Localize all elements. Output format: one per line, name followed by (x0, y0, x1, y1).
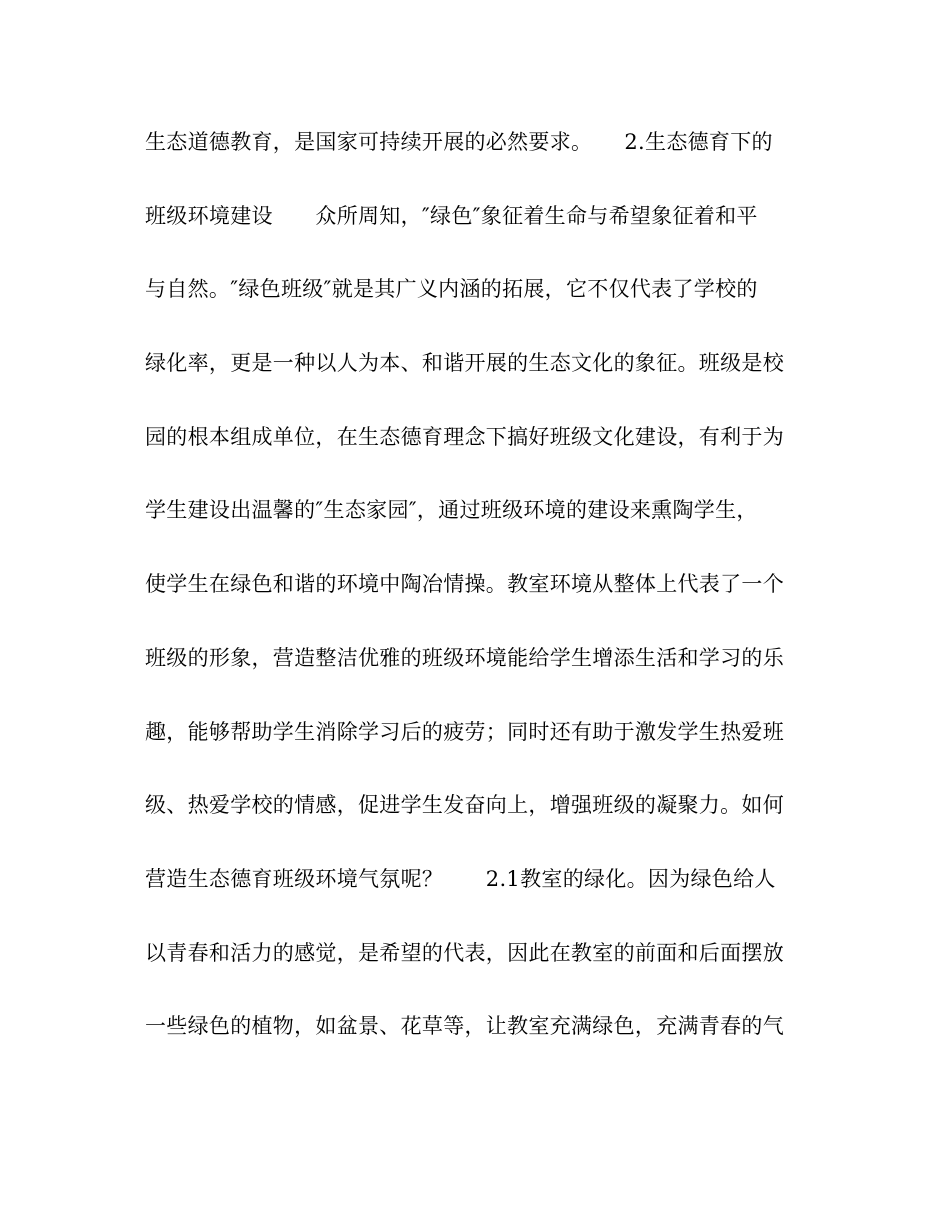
text-line-12: 以青春和活力的感觉，是希望的代表，因此在教室的前面和后面摆放 (145, 940, 784, 965)
text-line-8: 班级的形象，营造整洁优雅的班级环境能给学生增添生活和学习的乐 (145, 645, 784, 670)
text-line-5: 园的根本组成单位，在生态德育理念下搞好班级文化建设，有利于为 (145, 424, 784, 449)
text-line-6: 学生建设出温馨的″生态家园″，通过班级环境的建设来熏陶学生， (145, 498, 758, 523)
text-line-2: 班级环境建设 众所周知，″绿色″象征着生命与希望象征着和平 (145, 203, 758, 228)
text-line-9: 趣，能够帮助学生消除学习后的疲劳；同时还有助于激发学生热爱班 (145, 719, 784, 744)
body-text (145, 132, 805, 1090)
text-line-3: 与自然。″绿色班级″就是其广义内涵的拓展，它不仅代表了学校的 (145, 277, 758, 302)
text-line-10: 级、热爱学校的情感，促进学生发奋向上，增强班级的凝聚力。如何 (145, 793, 784, 818)
text-line-11: 营造生态德育班级环境气氛呢？ 2.1教室的绿化。因为绿色给人 (145, 866, 776, 891)
text-line-7: 使学生在绿色和谐的环境中陶冶情操。教室环境从整体上代表了一个 (145, 572, 784, 597)
text-line-13: 一些绿色的植物，如盆景、花草等，让教室充满绿色，充满青春的气 (145, 1014, 784, 1039)
text-line-4: 绿化率，更是一种以人为本、和谐开展的生态文化的象征。班级是校 (145, 351, 784, 376)
text-line-1: 生态道德教育，是国家可持续开展的必然要求。 2.生态德育下的 (145, 130, 773, 154)
